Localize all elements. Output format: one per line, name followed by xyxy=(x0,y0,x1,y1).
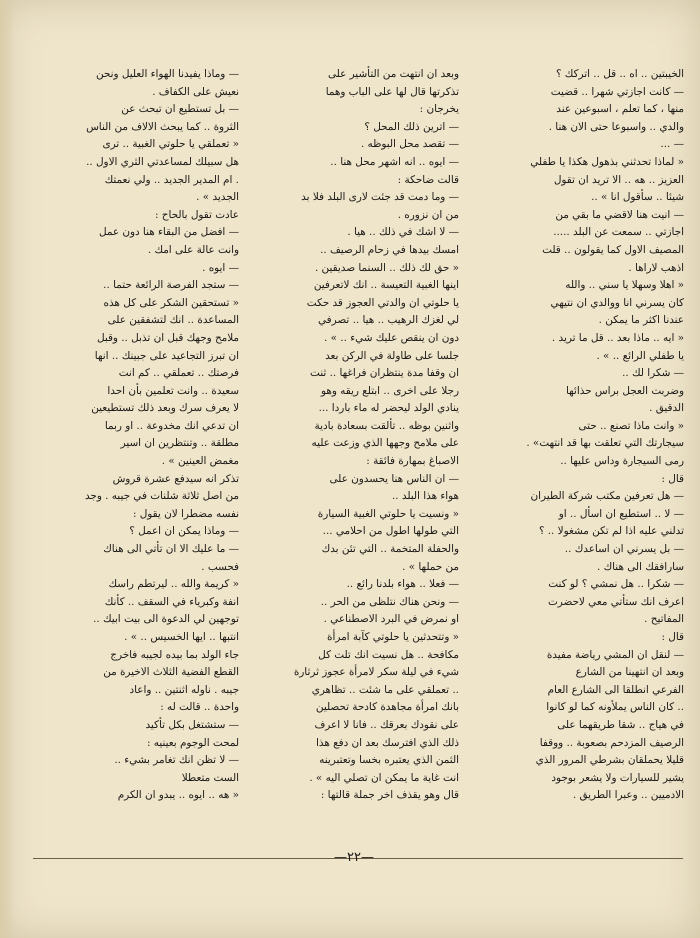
text-line: واثنين بوظه .. تألقت بسعادة بادية xyxy=(314,419,459,432)
text-line: الخيبتين .. اه .. قل .. اتركك ؟ xyxy=(555,68,684,80)
text-line: كان يسرني انا ووالدي ان نتيهي xyxy=(550,296,684,309)
text-line: تذكر انه سيدفع عشرة قروش xyxy=(112,472,239,485)
text-line: انت غاية ما يمكن ان تصلي اليه » . xyxy=(309,771,459,784)
text-line: — انيت هنا لاقضي ما بقي من xyxy=(555,208,684,221)
text-line: المصيف الاول كما يقولون .. قلت xyxy=(542,243,684,256)
text-line: منها ، كما تعلم ، اسبوعين عند xyxy=(556,103,684,116)
text-line: سيجارتك التي تعلقت بها قد انتهت» . xyxy=(526,437,684,450)
text-line: من حملها » . xyxy=(402,560,459,573)
text-line: — لنقل ان المشي رياضة مفيدة xyxy=(546,648,684,661)
text-line: يا طفلي الرائع .. » . xyxy=(596,349,684,362)
text-line: « حق لك ذلك .. السنما صديقين . xyxy=(314,261,459,274)
text-line: — شكرا لك .. xyxy=(622,367,684,380)
page-spine-shadow xyxy=(0,0,14,938)
text-line: — ما عليك الا ان تأتي الى هناك xyxy=(103,543,239,556)
text-line: — ستشتغل بكل تأكيد xyxy=(145,718,239,731)
text-line: اعرف انك ستأتي معي لاحضرت xyxy=(547,595,684,608)
text-line: جلسا على طاولة في الركن بعد xyxy=(325,349,459,362)
text-line: — وماذا يمكن ان اعمل ؟ xyxy=(129,525,239,538)
text-line: تذكرتها قال لها على الباب وهما xyxy=(325,85,459,98)
text-line: الدقيق . xyxy=(649,402,684,415)
text-line: من ان نزوره . xyxy=(397,208,459,221)
text-line: فحسب . xyxy=(201,560,239,573)
text-line: يشير للسيارات ولا يشعر بوجود xyxy=(551,771,684,784)
text-line: عادت تقول بالحاح : xyxy=(154,208,239,221)
text-column-right xyxy=(478,66,684,805)
text-line: وضربت العجل براس حذائها xyxy=(565,384,684,397)
text-line: — ايوه . xyxy=(202,261,239,274)
text-line: هواء هذا البلد .. xyxy=(391,490,459,503)
text-line: سارافقك الى هناك . xyxy=(596,560,684,573)
text-line: الاصباغ بمهارة فائقة : xyxy=(366,455,459,468)
text-line: لمحت الوجوم بعينيه : xyxy=(146,736,239,749)
text-line: وبعد ان انتهت من التأشير على xyxy=(327,68,459,80)
text-line: — ... xyxy=(660,138,684,151)
text-line: دون ان ينقص عليك شيء .. » . xyxy=(324,331,459,344)
text-line: لا يعرف سرك وبعد ذلك تستطيعين xyxy=(91,402,239,415)
text-line: — شكرا .. هل نمشي ؟ لو كنت xyxy=(548,578,684,591)
text-line: مطلقة .. وتنتظرين ان اسير xyxy=(120,437,239,450)
text-line: — ستجد الفرصة الرائعة حتما .. xyxy=(103,279,239,292)
text-line: شيئا .. سأقول انا » .. xyxy=(591,191,684,204)
text-line: ان وقفا مدة ينتظران فراغها .. ثنت xyxy=(310,367,459,380)
text-line: على ملامح وجهها الذي وزعت عليه xyxy=(311,437,459,450)
text-line: هل سبيلك لمساعدتي الثري الاول .. xyxy=(86,155,239,168)
text-line: رمى السيجارة وداس عليها .. xyxy=(560,455,684,468)
text-line: رجلا على اخرى .. ابتلع ريقه وهو xyxy=(320,384,459,397)
text-line: توجهين لي الدعوة الى بيت ابيك .. xyxy=(93,613,239,626)
text-line: التي طولها اطول من احلامي ... xyxy=(322,525,459,538)
text-line: وبعد ان انتهينا من الشارع xyxy=(575,666,684,679)
text-line: واحدة .. قالت له : xyxy=(160,701,239,714)
text-line: ان تبرز التجاعيد على جبينك .. انها xyxy=(94,349,239,362)
text-line: ذلك الذي افترسك بعد ان دفع هذا xyxy=(315,736,459,749)
text-line: مغمض العينين » . xyxy=(161,455,239,468)
text-line: ينادي الولد ليحضر له ماء باردا ... xyxy=(318,402,459,415)
text-line: .. كان الناس يملأونه كما لو كانوا xyxy=(546,701,684,714)
text-line: المفاتيح . xyxy=(644,613,684,626)
text-column-middle xyxy=(253,66,459,805)
text-line: العزيز .. هه .. الا تريد ان تقول xyxy=(553,173,684,186)
text-line: الفرعي انطلقا الى الشارع العام xyxy=(547,683,684,696)
text-line: جاء الولد بما بيده لجيبه فاخرج xyxy=(110,648,239,661)
text-line: « هه .. ايوه .. يبدو ان الكرم xyxy=(117,789,239,802)
text-line: الثمن الذي يعتبره بخسا وتعتبرينه xyxy=(319,754,459,767)
text-line: لي لغزك الرهيب .. هيا .. تصرفي xyxy=(318,314,459,327)
text-line: على نقودك بعرقك .. فانا لا اعرف xyxy=(314,718,459,731)
text-line: الادميين .. وعبرا الطريق . xyxy=(572,789,684,802)
text-line: تدلني عليه اذا لم تكن مشغولا .. ؟ xyxy=(538,525,684,538)
text-line: او نمرض في البرد الاصطناعي . xyxy=(323,613,459,626)
text-line: نفسه مضطرا لان يقول : xyxy=(132,507,239,520)
text-line: — ان الناس هنا يحسدون على xyxy=(329,472,459,485)
text-line: « وانت ماذا تصنع .. حتى xyxy=(578,419,684,432)
text-line: . ام المدير الجديد .. ولي نعمتك xyxy=(104,173,239,186)
text-line: — ونحن هناك نتلظى من الحر .. xyxy=(320,595,459,608)
text-line: عندنا اكثر ما يمكن . xyxy=(598,314,684,327)
text-line: الثروة .. كما يبحث الالاف من الناس xyxy=(86,120,239,133)
text-line: انتبها .. ايها الخسيس .. » . xyxy=(124,631,239,643)
text-line: شيء في ليلة سكر لامرأة عجوز ثرثارة xyxy=(293,666,459,679)
text-line: — وما دمت قد جئت لارى البلد فلا بد xyxy=(301,191,459,204)
text-line: بانك امرأة مجاهدة كادحة تحصلين xyxy=(315,701,459,714)
text-line: اينها الغبية التعيسة .. انك لاتعرفين xyxy=(313,279,459,292)
text-line: اجازتي .. سمعت عن البلد ..... xyxy=(553,226,684,239)
text-line: ان تدعي انك مخدوعة .. او ربما xyxy=(104,419,239,432)
text-line: « ايه .. ماذا بعد .. قل ما تريد . xyxy=(551,331,684,344)
text-line: يا حلوتي ان والدتي العجوز قد حكت xyxy=(306,296,459,309)
text-line: القطع الفضية الثلاث الاخيرة من xyxy=(103,666,239,679)
text-line: « تستحقين الشكر على كل هذه xyxy=(103,296,239,309)
text-line: الجديد » . xyxy=(196,191,239,204)
text-line: — لا .. استطيع ان اسأل .. او xyxy=(558,507,684,520)
text-line: الست متعطلا xyxy=(181,771,239,784)
text-line: — وماذا يفيدنا الهواء العليل ونحن xyxy=(96,68,239,80)
text-line: ملامح وجهك قبل ان تذبل .. وقبل xyxy=(96,331,239,344)
text-line: وانت عالة على امك . xyxy=(147,243,239,256)
text-line: المساعدة .. انك لتشفقين على xyxy=(107,314,239,327)
text-line: امسك بيدها في زحام الرصيف .. xyxy=(320,243,459,256)
text-line: « تعملقي يا حلوتي الغبية .. ترى xyxy=(102,138,239,151)
text-line: نعيش على الكفاف . xyxy=(152,85,239,98)
text-line: يخرجان : xyxy=(419,103,459,116)
text-line: « لماذا تحدثني بذهول هكذا يا طفلي xyxy=(530,155,684,168)
text-column-left xyxy=(33,66,239,805)
text-line: انفة وكبرياء في السقف .. كأنك xyxy=(104,595,239,608)
text-line: — تقصد محل البوظه . xyxy=(360,138,459,151)
text-line: قالت ضاحكة : xyxy=(397,173,459,186)
text-line: — لا تظن انك تغامر بشيء .. xyxy=(114,754,239,767)
text-line: في هياج .. شقا طريقهما على xyxy=(557,718,684,731)
text-line: — كانت اجازتي شهرا .. قضيت xyxy=(550,85,684,98)
text-line: قليلا يحملقان بشرطي المرور الذي xyxy=(535,754,684,767)
text-line: قال : xyxy=(661,472,684,485)
text-line: « ونسيت يا حلوتي الغبية السيارة xyxy=(317,507,459,520)
text-line: .. تعملقي على ما شئت .. تظاهري xyxy=(311,683,459,696)
text-line: الرصيف المزدحم بصعوبة .. ووقفا xyxy=(539,736,684,749)
text-line: سعيدة .. وانت تعلمين بأن احدا xyxy=(107,384,239,397)
text-line: — افضل من البقاء هنا دون عمل xyxy=(98,226,239,239)
text-line: — بل تستطيع ان تبحث عن xyxy=(121,103,239,116)
text-line: من اصل ثلاثة شلنات في جيبه . وجد xyxy=(84,490,239,503)
text-line: مكافحة .. هل نسيت انك تلت كل xyxy=(318,648,459,661)
text-line: — اترين ذلك المحل ؟ xyxy=(364,120,459,133)
text-line: — هل تعرفين مكتب شركة الطيران xyxy=(530,490,684,503)
text-line: « كريمة والله .. ليرتطم راسك xyxy=(108,578,239,591)
text-line: قال : xyxy=(661,631,684,643)
text-line: — بل يسرني ان اساعدك .. xyxy=(564,543,684,556)
text-line: جيبه . ناوله اثنتين .. واعاد xyxy=(129,683,239,696)
text-line: قال وهو يقذف اخر جملة قالتها : xyxy=(320,789,459,802)
text-line: — لا اشك في ذلك .. هيا . xyxy=(347,226,459,239)
text-line: والحفلة المتخمة .. التي تئن بدك xyxy=(321,543,459,556)
text-line: — فعلا .. هواء بلدنا رائع .. xyxy=(346,578,459,591)
text-line: اذهب لاراها . xyxy=(628,261,684,274)
page-number: —٢٢— xyxy=(334,850,374,865)
text-line: « وتتحدثين يا حلوتي كآبة امرأة xyxy=(327,631,459,643)
text-line: — ايوه .. انه اشهر محل هنا .. xyxy=(330,155,459,168)
text-line: فرصتك .. تعملقي .. كم انت xyxy=(118,367,239,380)
text-line: والدي .. واسبوعا حتى الان هنا . xyxy=(548,120,684,133)
text-line: « اهلا وسهلا يا سني .. والله xyxy=(565,279,684,292)
